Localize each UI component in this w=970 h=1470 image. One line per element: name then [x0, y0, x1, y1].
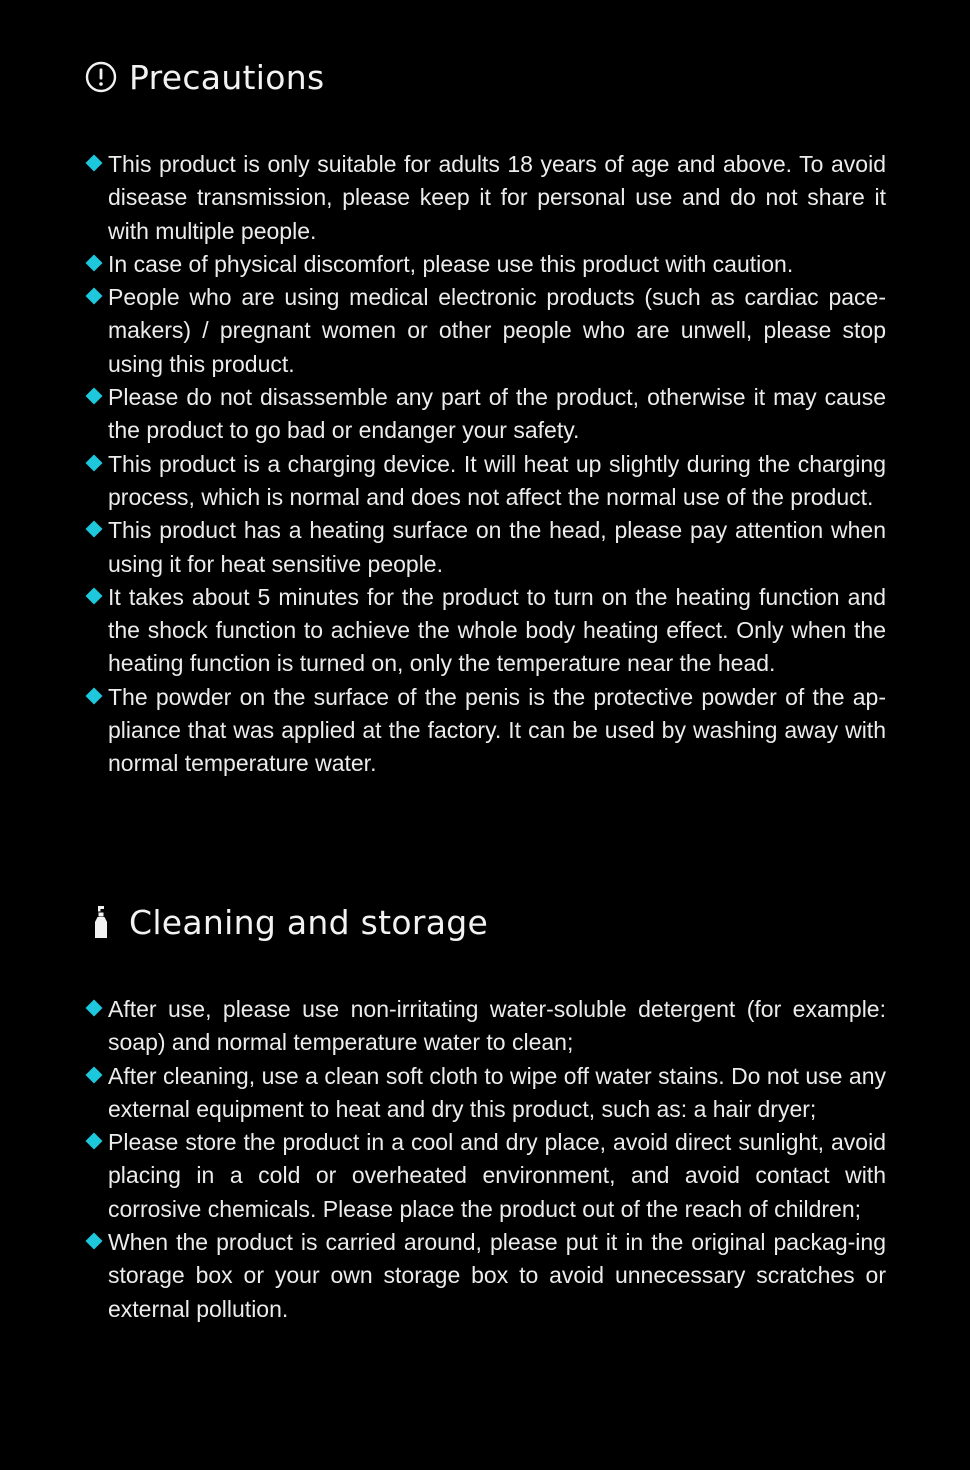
list-item-text: This product is a charging device. It will heat up slightly during the charging process, which is normal and does not affect the normal use of the product. [108, 450, 886, 510]
list-item-text: Please do not disassemble any part of the product, otherwise it may cause the product to go bad or endanger your safety. [108, 384, 886, 444]
list-item [84, 281, 886, 381]
list-item [84, 148, 886, 248]
diamond-bullet-icon [86, 1233, 103, 1250]
list-item [84, 1126, 886, 1226]
list-item [84, 993, 886, 1060]
list-item [84, 448, 886, 515]
precautions-header [84, 57, 324, 97]
diamond-bullet-icon [86, 388, 103, 405]
diamond-bullet-icon [86, 254, 103, 271]
diamond-bullet-icon [86, 1066, 103, 1083]
diamond-bullet-icon [86, 1000, 103, 1017]
list-item [84, 248, 886, 281]
diamond-bullet-icon [86, 521, 103, 538]
list-item [84, 514, 886, 581]
diamond-bullet-icon [86, 155, 103, 172]
cleaning-title: Cleaning and storage [129, 902, 489, 942]
bottle-icon [84, 905, 118, 939]
list-item-text: In case of physical discomfort, please use this product with caution. [108, 250, 794, 277]
list-item-text: When the product is carried around, please put it in the original packag-ing storage box or your own storage box to avoid unnecessary scratches or external pollution. [108, 1229, 886, 1322]
diamond-bullet-icon [86, 587, 103, 604]
list-item-text: After use, please use non-irritating water-soluble detergent (for example: soap) and normal temperature water to clean; [108, 996, 886, 1056]
diamond-bullet-icon [86, 454, 103, 471]
list-item-text: It takes about 5 minutes for the product to turn on the heating function and the shock function to achieve the whole body heating effect. Only when the heating function is turned on, only the temperature near the head. [108, 583, 886, 677]
cleaning-list [84, 993, 886, 1326]
diamond-bullet-icon [86, 288, 103, 305]
list-item-text: After cleaning, use a clean soft cloth to wipe off water stains. Do not use any external equipment to heat and dry this product, such as: a hair dryer; [108, 1062, 886, 1122]
precautions-title: Precautions [129, 57, 325, 97]
list-item [84, 1226, 886, 1326]
diamond-bullet-icon [86, 1133, 103, 1150]
precautions-list [84, 148, 886, 781]
list-item [84, 681, 886, 781]
list-item-text: The powder on the surface of the penis is the protective powder of the ap-pliance that was applied at the factory. It can be used by washing away with normal temperature water. [108, 683, 886, 777]
list-item-text: People who are using medical electronic products (such as cardiac pace-makers) / pregnant women or other people who are unwell, please stop using this product. [108, 284, 886, 377]
exclamation-circle-icon [84, 60, 118, 94]
list-item-text: This product has a heating surface on the head, please pay attention when using it for heat sensitive people. [108, 517, 886, 577]
list-item [84, 581, 886, 681]
list-item-text: Please store the product in a cool and dry place, avoid direct sunlight, avoid placing in a cold or overheated environment, and avoid contact with corrosive chemicals. Please place the product out of the reach of children; [108, 1129, 886, 1222]
list-item [84, 381, 886, 448]
cleaning-header [84, 902, 488, 942]
list-item-text: This product is only suitable for adults 18 years of age and above. To avoid disease transmission, please keep it for personal use and do not share it with multiple people. [108, 151, 886, 244]
diamond-bullet-icon [86, 687, 103, 704]
list-item [84, 1060, 886, 1127]
